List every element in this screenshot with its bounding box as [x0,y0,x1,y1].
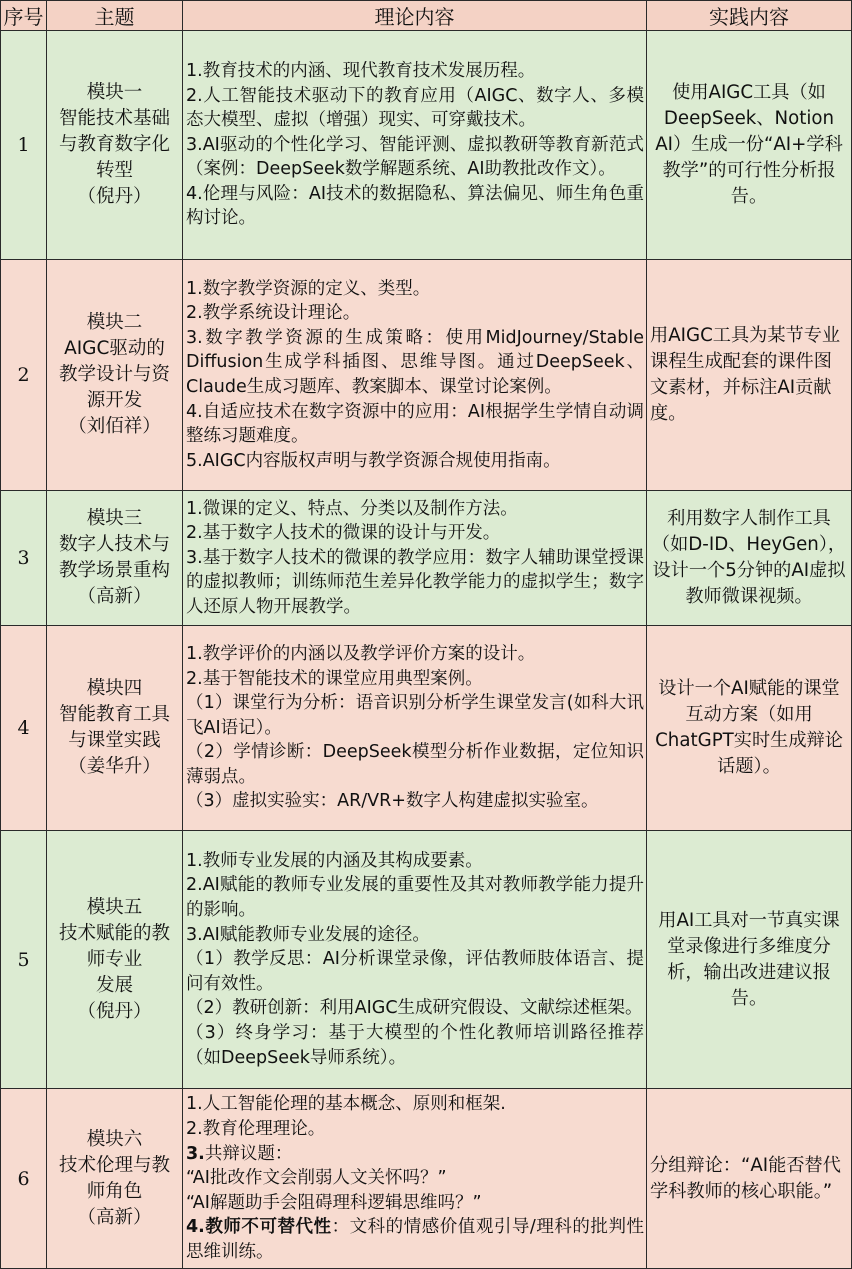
topic-line: 教学场景重构 [58,560,170,581]
topic-cell [47,260,183,491]
topic-line: 智能技术基础 [58,108,170,129]
theory-item: 3.基于数字人技术的微课的教学应用：数字人辅助课堂授课的虚拟教师；训练师范生差异化教学能力的虚拟学生；数字人还原人物开展教学。 [186,547,644,617]
topic-line: （高新） [77,1206,152,1228]
theory-item: 5.AIGC内容版权声明与教学资源合规使用指南。 [186,450,561,471]
bold-prefix: 3. [186,1143,205,1164]
header-topic: 主题 [47,1,183,31]
theory-item: （1）课堂行为分析：语音识别分析学生课堂发言(如科大讯飞AI语记）。 [186,693,644,738]
bold-prefix: 4.教师不可替代性 [186,1217,332,1238]
topic-line: 模块四 [86,678,143,699]
theory-item: （3）终身学习：基于大模型的个性化教师培训路径推荐（如DeepSeek导师系统）。 [186,1022,644,1068]
theory-item: 2.人工智能技术驱动下的教育应用（AIGC、数字人、多模态大模型、虚拟（增强）现实、可穿戴技术。 [186,85,644,131]
table-row [1,260,852,491]
table-row [1,626,852,831]
theory-item: 3.AI赋能教师专业发展的途径。 [186,924,430,945]
theory-item: （2）教研创新：利用AIGC生成研究假设、文献综述框架。 [186,998,643,1019]
theory-cell [183,1089,647,1269]
theory-item: 1.教育技术的内涵、现代教育技术发展历程。 [186,60,536,81]
topic-line: 发展 [95,974,133,996]
practice-cell: 分组辩论：“AI能否替代学科教师的核心职能。” [647,1089,852,1269]
theory-item: 2.基于智能技术的课堂应用典型案例。 [186,668,483,689]
topic-line: （倪丹） [77,1000,152,1022]
topic-cell [47,31,183,260]
practice-cell: 设计一个AI赋能的课堂互动方案（如用ChatGPT实时生成辩论话题）。 [647,626,852,831]
topic-line: 师专业 [86,948,143,970]
theory-item: “AI解题助手会阻碍理科逻辑思维吗？” [186,1192,482,1213]
table-header-row [1,1,852,31]
row-number: 3 [1,491,47,626]
topic-line: 与课堂实践 [68,730,161,751]
table-row [1,1089,852,1269]
practice-cell: 使用AIGC工具（如DeepSeek、Notion AI）生成一份“AI+学科教学”的可行性分析报告。 [647,31,852,260]
item-rest: 共辩议题： [204,1143,293,1164]
theory-item: 1.数字教学资源的定义、类型。 [186,278,431,299]
topic-cell [47,491,183,626]
topic-line: 模块一 [86,82,143,103]
theory-cell [183,491,647,626]
header-practice: 实践内容 [647,1,852,31]
item-rest: ：文科的情感价值观引导/理科的批判性思维训练。 [186,1217,644,1262]
topic-line: （刘佰祥） [68,416,161,437]
theory-cell [183,831,647,1089]
topic-line: 与教育数字化 [58,134,170,155]
theory-item [186,1142,644,1167]
row-number: 5 [1,831,47,1089]
header-theory: 理论内容 [183,1,647,31]
topic-line: AIGC驱动的 [64,338,165,359]
topic-line: 技术赋能的教 [58,922,170,944]
theory-item: 3.数字教学资源的生成策略：使用MidJourney/Stable Diffusion生成学科插图、思维导图。通过DeepSeek、Claude生成习题库、教案脚本、课堂讨论案例。 [186,327,644,397]
theory-item: 4.自适应技术在数字资源中的应用：AI根据学生学情自动调整练习题难度。 [186,401,644,447]
practice-cell: 利用数字人制作工具（如D-ID、HeyGen），设计一个5分钟的AI虚拟教师微课视频。 [647,491,852,626]
topic-line: 模块三 [86,508,143,529]
topic-line: 数字人技术与 [58,534,170,555]
theory-item: 2.教学系统设计理论。 [186,303,361,324]
theory-item: 2.基于数字人技术的微课的设计与开发。 [186,523,501,544]
topic-line: 转型 [95,160,133,181]
theory-item: “AI批改作文会削弱人文关怀吗？” [186,1168,447,1189]
theory-cell [183,31,647,260]
theory-item: （3）虚拟实验实：AR/VR+数字人构建虚拟实验室。 [186,791,599,812]
topic-line: 源开发 [86,390,143,411]
topic-line: （倪丹） [77,186,152,207]
row-number: 6 [1,1089,47,1269]
table-row [1,31,852,260]
theory-item: 2.教育伦理理论。 [186,1119,326,1140]
theory-item: 4.伦理与风险：AI技术的数据隐私、算法偏见、师生角色重构讨论。 [186,183,644,229]
topic-cell [47,626,183,831]
practice-cell: 用AIGC工具为某节专业课程生成配套的课件图文素材，并标注AI贡献度。 [647,260,852,491]
theory-item: 2.AI赋能的教师专业发展的重要性及其对教师教学能力提升的影响。 [186,875,644,921]
topic-line: 教学设计与资 [58,364,170,385]
topic-cell [47,1089,183,1269]
theory-cell [183,626,647,831]
practice-cell: 用AI工具对一节真实课堂录像进行多维度分析，输出改进建议报告。 [647,831,852,1089]
topic-line: 模块五 [86,896,143,918]
table-row [1,831,852,1089]
topic-line: 技术伦理与教 [58,1154,170,1176]
theory-item: 1.人工智能伦理的基本概念、原则和框架. [186,1094,506,1115]
topic-line: 师角色 [86,1180,143,1202]
header-number: 序号 [1,1,47,31]
topic-line: 智能教育工具 [58,704,170,725]
theory-item: 1.微课的定义、特点、分类以及制作方法。 [186,498,518,519]
row-number: 4 [1,626,47,831]
theory-cell [183,260,647,491]
theory-item: 3.AI驱动的个性化学习、智能评测、虚拟教研等教育新范式（案例：DeepSeek数学解题系统、AI助教批改作文）。 [186,134,644,180]
table-row [1,491,852,626]
topic-line: 模块六 [86,1128,143,1150]
theory-item: （2）学情诊断：DeepSeek模型分析作业数据，定位知识薄弱点。 [186,742,644,787]
topic-line: 模块二 [86,312,143,333]
row-number: 2 [1,260,47,491]
theory-item: 1.教学评价的内涵以及教学评价方案的设计。 [186,643,536,664]
topic-line: （高新） [77,586,152,607]
theory-item: （1）教学反思：AI分析课堂录像，评估教师肢体语言、提问有效性。 [186,949,644,994]
row-number: 1 [1,31,47,260]
topic-cell [47,831,183,1089]
theory-item: 1.教师专业发展的内涵及其构成要素。 [186,850,483,871]
theory-item [186,1215,644,1264]
topic-line: （姜华升） [68,756,161,777]
